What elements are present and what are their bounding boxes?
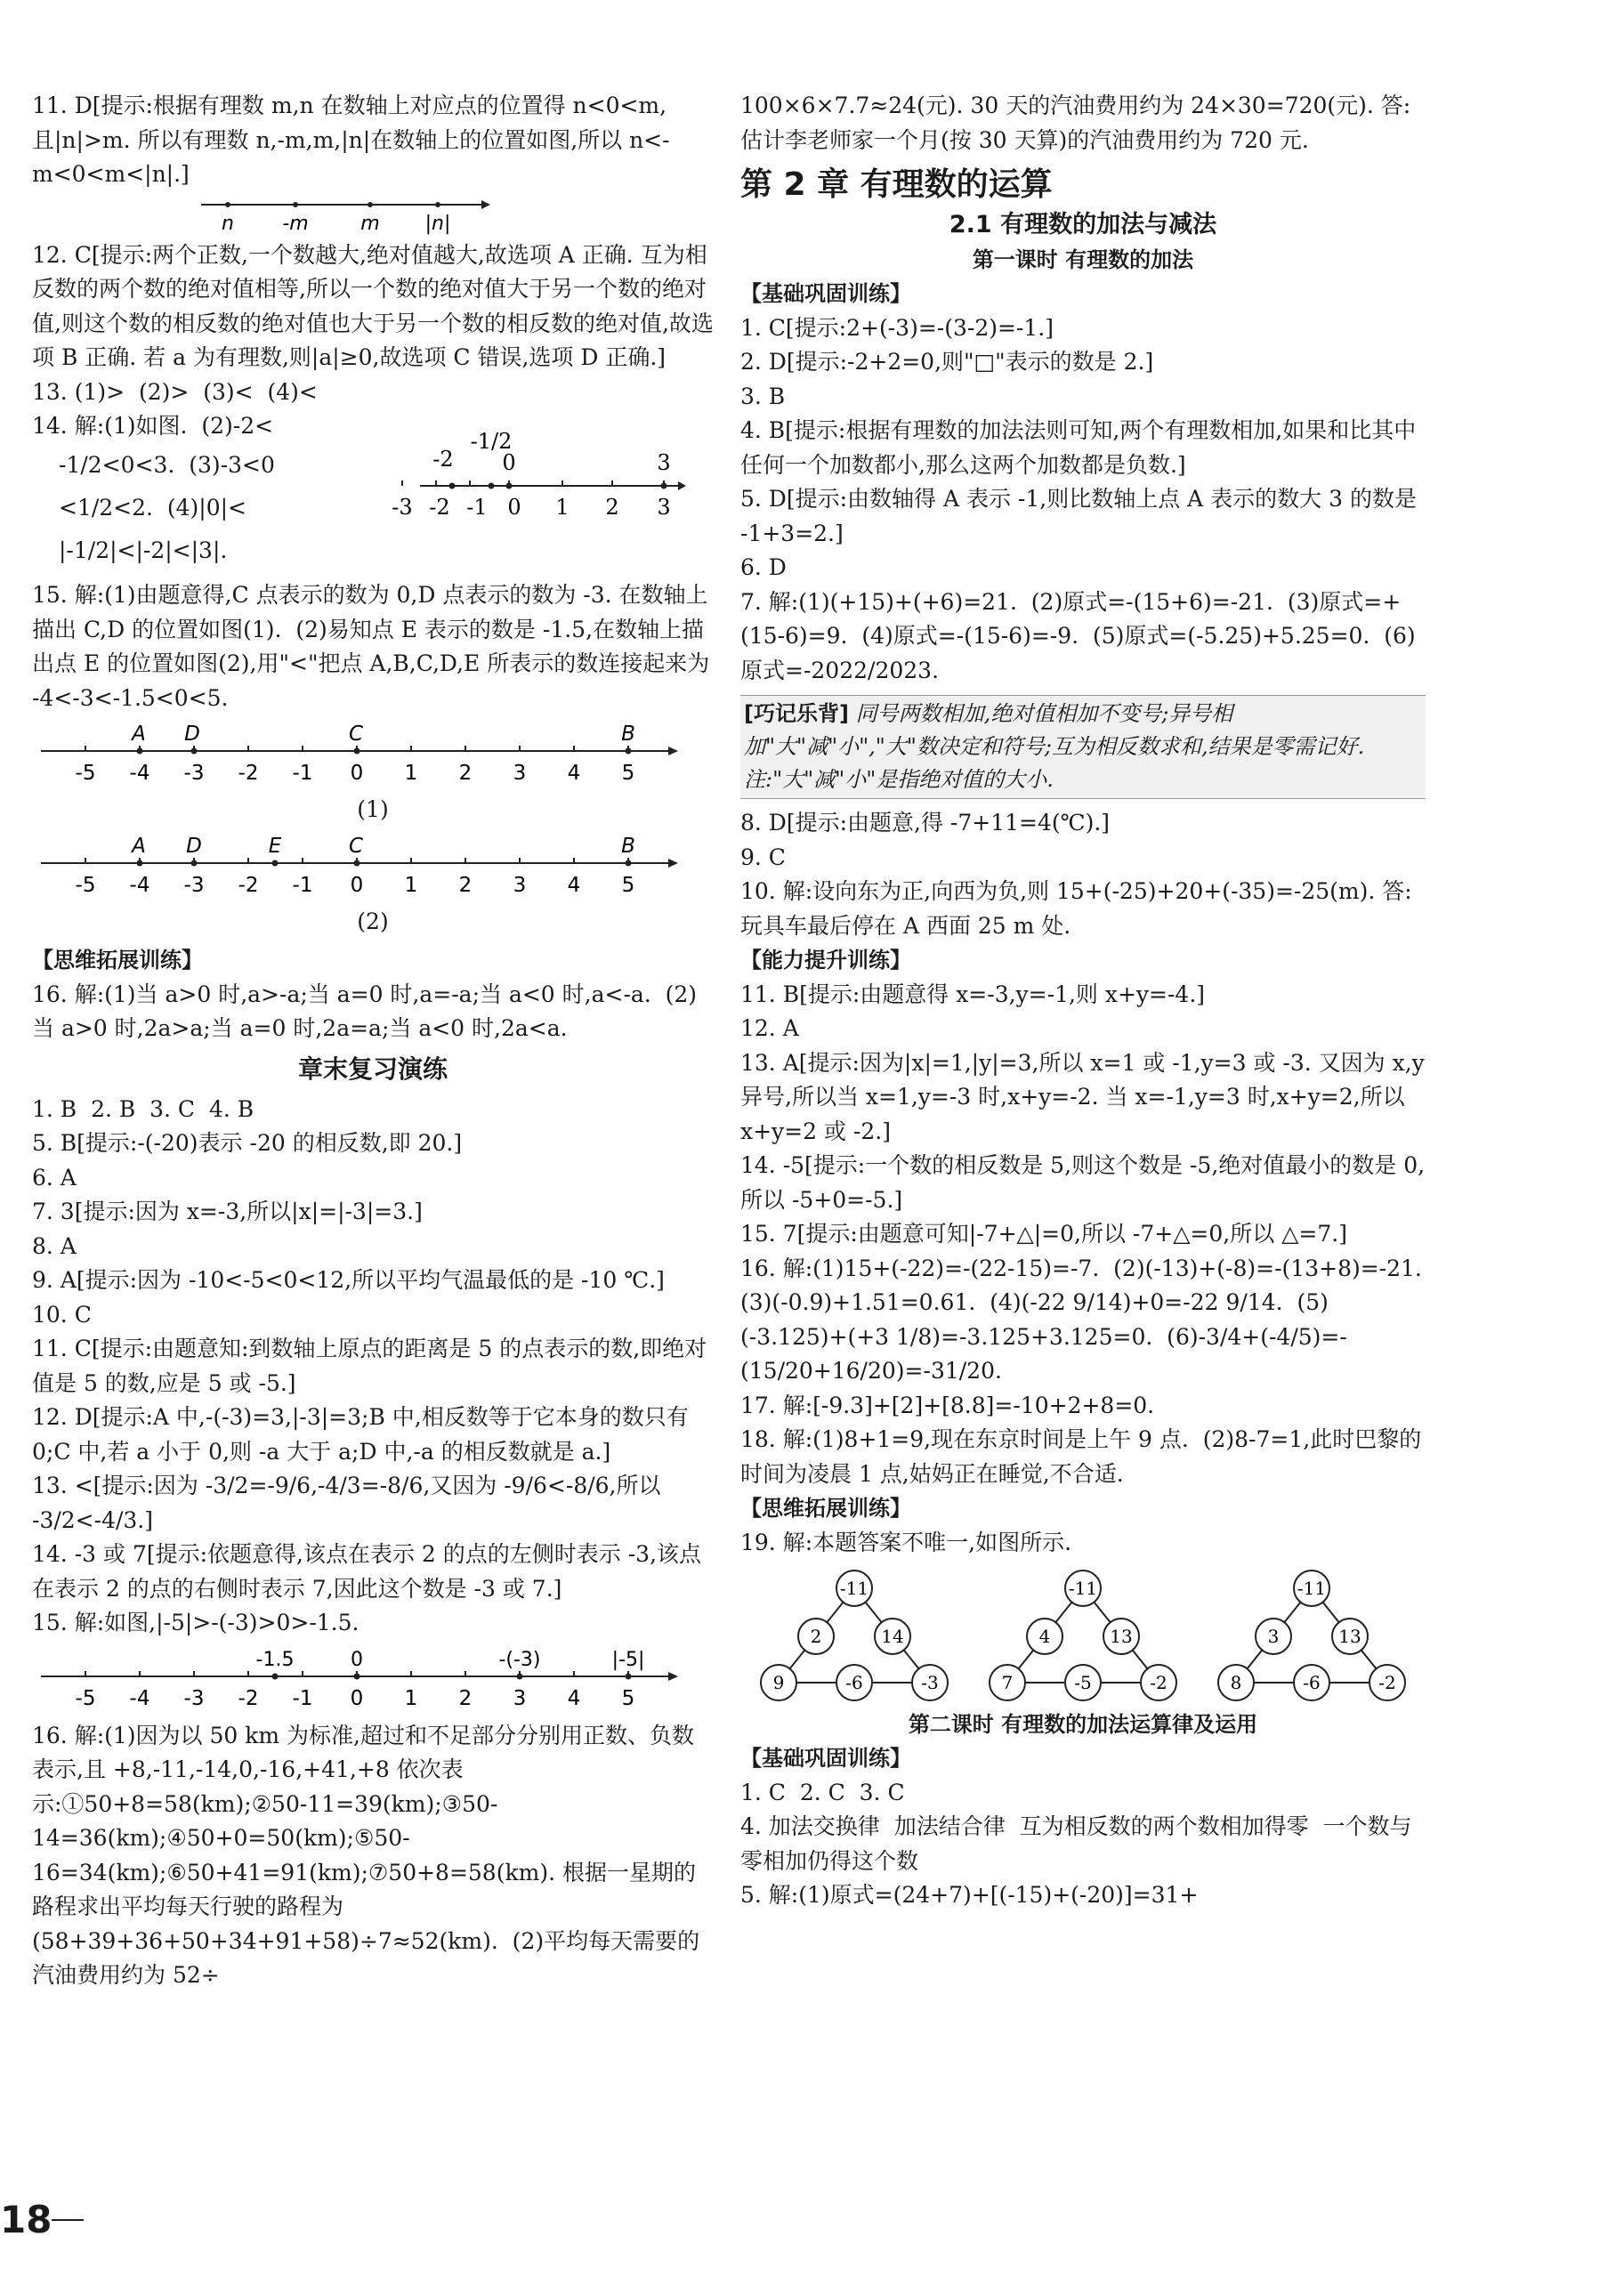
triangle-diagram	[1209, 1565, 1414, 1708]
fig1-point-label: A	[132, 723, 146, 746]
nl15-tick: 0	[350, 1686, 364, 1710]
right-answer-2: 2. D[提示:-2+2=0,则"□"表示的数是 2.]	[740, 349, 1154, 375]
triangle-node: 2	[810, 1626, 822, 1647]
nl14-tick: 3	[657, 495, 671, 520]
triangle-node: -3	[921, 1672, 940, 1693]
section-heading-siwei-right: 【思维拓展训练】	[740, 1496, 911, 1521]
right-answer-10: 10. 解:设向东为正,向西为负,则 15+(-25)+20+(-35)=-25(m). 答:玩具车最后停在 A 西面 25 m 处.	[740, 878, 1412, 939]
section-heading-jichu: 【基础巩固训练】	[740, 281, 911, 306]
continuation-text: 100×6×7.7≈24(元). 30 天的汽油费用约为 24×30=720(元). 答:估计李老师家一个月(按 30 天算)的汽油费用约为 720 元.	[740, 93, 1411, 153]
review-8: 8. A	[32, 1232, 77, 1259]
right-answer-3: 3. B	[740, 383, 786, 409]
right-answer-17: 17. 解:[-9.3]+[2]+[8.8]=-10+2+8=0.	[740, 1392, 1155, 1418]
fig2-point-label: D	[186, 835, 202, 858]
answer-14-line2: -1/2<0<3. (3)-3<0	[59, 451, 275, 478]
fig2-point-label: E	[268, 835, 282, 858]
lesson2-answer-1-3: 1. C 2. C 3. C	[740, 1779, 905, 1805]
right-answer-1: 1. C[提示:2+(-3)=-(3-2)=-1.]	[740, 314, 1054, 341]
nl15-tick: 3	[513, 1686, 527, 1710]
review-9: 9. A[提示:因为 -10<-5<0<12,所以平均气温最低的是 -10 ℃.]	[32, 1267, 665, 1293]
answer-14-line3: <1/2<2. (4)|0|<	[59, 494, 246, 521]
right-answer-4: 4. B[提示:根据有理数的加法法则可知,两个有理数相加,如果和比其中任何一个加数都小,那么这两个加数都是负数.]	[740, 417, 1417, 478]
review-1-4: 1. B 2. B 3. C 4. B	[32, 1095, 255, 1122]
fig1-tick: -1	[292, 762, 313, 785]
answer-15: 15. 解:(1)由题意得,C 点表示的数为 0,D 点表示的数为 -3. 在数轴上描出 C,D 的位置如图(1). (2)易知点 E 表示的数是 -1.5,在数轴上描出点 E 的位置如图(2),用"<"把点 A,B,C,D,E 所表示的数连接起来为 -4<-3<-1.5<0<5.	[32, 582, 717, 711]
review-6: 6. A	[32, 1164, 77, 1191]
fig2-tick: 5	[621, 874, 635, 897]
right-answer-8: 8. D[提示:由题意,得 -7+11=4(℃).]	[740, 810, 1111, 836]
triangle-node: 14	[881, 1626, 905, 1647]
nl15-top-label: 0	[351, 1648, 363, 1671]
fig1-point-label: B	[621, 723, 635, 746]
right-answer-12: 12. A	[740, 1015, 799, 1041]
right-answer-14: 14. -5[提示:一个数的相反数是 5,则这个数是 -5,绝对值最小的数是 0,所以 -5+0=-5.]	[740, 1152, 1426, 1213]
nl15-top-label: |-5|	[611, 1648, 645, 1671]
nl15-top-label: -1.5	[255, 1648, 295, 1671]
triangle-node: 7	[1001, 1672, 1014, 1693]
review-15: 15. 解:如图,|-5|>-(-3)>0>-1.5.	[32, 1610, 360, 1635]
fig1-point-label: C	[348, 723, 364, 746]
review-10: 10. C	[32, 1301, 92, 1328]
fig2-tick: 2	[458, 874, 473, 897]
figure-2-caption: (2)	[357, 908, 389, 934]
chapter-title: 第 2 章 有理数的运算	[740, 166, 1053, 203]
answer-14-line1: 14. 解:(1)如图. (2)-2<	[32, 413, 274, 439]
mnemonic-body: 同号两数相加,绝对值相加不变号;异号相加"大"减"小","大"数决定和符号;互为相反数求和,结果是零需记好. 注:"大"减"小"是指绝对值的大小.	[744, 701, 1371, 792]
page-number: 18	[0, 2198, 53, 2241]
fig1-tick: -2	[238, 762, 259, 785]
number-line-15	[32, 1644, 691, 1716]
right-answer-11: 11. B[提示:由题意得 x=-3,y=-1,则 x+y=-4.]	[740, 981, 1206, 1007]
review-16: 16. 解:(1)因为以 50 km 为标准,超过和不足部分分别用正数、负数表示,且 +8,-11,-14,0,-16,+41,+8 依次表示:①50+8=58(km);②50-11=39(km);③50-14=36(km);④50+0=50(km);⑤50-16=34(km);⑥50+41=91(km);⑦50+8=58(km). 根据一星期的路程求出平均每天行驶的路程为(58+39+36+50+34+91+58)÷7≈52(km). (2)平均每天需要的汽油费用约为 52÷	[32, 1722, 700, 1988]
page-number-dash	[52, 2219, 84, 2221]
answer-16: 16. 解:(1)当 a>0 时,a>-a;当 a=0 时,a=-a;当 a<0 时,a<-a. (2)当 a>0 时,2a>a;当 a=0 时,2a=a;当 a<0 时,2a<a.	[32, 981, 698, 1041]
triangle-node: -11	[840, 1578, 869, 1599]
answer-11: 11. D[提示:根据有理数 m,n 在数轴上对应点的位置得 n<0<m,且|n|>m. 所以有理数 n,-m,m,|n|在数轴上的位置如图,所以 n<-m<0<m<|n|.]	[32, 93, 670, 187]
nl14-tick: -2	[429, 495, 450, 520]
right-answer-5: 5. D[提示:由数轴得 A 表示 -1,则比数轴上点 A 表示的数大 3 的数是 -1+3=2.]	[740, 486, 1424, 546]
right-answer-6: 6. D	[740, 554, 787, 580]
nl15-tick: 1	[404, 1686, 418, 1710]
nl14-tick: -1	[466, 495, 488, 520]
number-line-14	[384, 413, 687, 546]
right-answer-15: 15. 7[提示:由题意可知|-7+△|=0,所以 -7+△=0,所以 △=7.]	[740, 1221, 1347, 1247]
nl11-label: n	[222, 212, 234, 235]
triangle-diagrams	[740, 1565, 1426, 1708]
section-heading-siwei: 【思维拓展训练】	[32, 948, 203, 973]
mnemonic-box	[740, 695, 1426, 799]
review-5: 5. B[提示:-(-20)表示 -20 的相反数,即 20.]	[32, 1130, 463, 1156]
nl11-label: m	[360, 212, 380, 235]
triangle-node: 3	[1267, 1626, 1280, 1647]
triangle-node: -11	[1297, 1578, 1326, 1599]
right-answer-7: 7. 解:(1)(+15)+(+6)=21. (2)原式=-(15+6)=-21. (3)原式=+(15-6)=9. (4)原式=-(15-6)=-9. (5)原式=(-5.25)+5.25=0. (6)原式=-2022/2023.	[740, 588, 1416, 683]
number-line-fig1	[32, 719, 691, 790]
triangle-node: -2	[1378, 1672, 1396, 1693]
nl15-tick: -2	[238, 1686, 259, 1710]
right-answer-9: 9. C	[740, 844, 786, 870]
triangle-node: -5	[1074, 1672, 1092, 1693]
fig1-tick: 4	[567, 762, 581, 785]
fig1-tick: 3	[513, 762, 527, 785]
nl15-tick: 2	[458, 1686, 473, 1710]
nl15-top-label: -(-3)	[498, 1648, 541, 1671]
triangle-node: -11	[1068, 1578, 1098, 1599]
answer-12: 12. C[提示:两个正数,一个数越大,绝对值越大,故选项 A 正确. 互为相反数的两个数的绝对值相等,所以一个数的绝对值大于另一个数的绝对值,则这个数的相反数的绝对值也大于另一个数的相反数的绝对值,故选项 B 正确. 若 a 为有理数,则|a|≥0,故选项 C 错误,选项 D 正确.]	[32, 241, 714, 370]
section-title: 2.1 有理数的加法与减法	[949, 211, 1217, 238]
triangle-node: 8	[1230, 1672, 1242, 1693]
triangle-node: -2	[1150, 1672, 1168, 1693]
triangle-diagram	[981, 1565, 1185, 1708]
fig1-tick: 2	[458, 762, 473, 785]
nl15-tick: -5	[75, 1686, 96, 1710]
left-column	[32, 89, 717, 1993]
triangle-node: 4	[1038, 1626, 1051, 1647]
fig2-tick: 0	[350, 874, 364, 897]
figure-1-caption: (1)	[357, 796, 389, 822]
lesson2-answer-4: 4. 加法交换律 加法结合律 互为相反数的两个数相加得零 一个数与零相加仍得这个数	[740, 1813, 1412, 1874]
fig2-point-label: A	[132, 835, 146, 858]
triangle-node: -6	[845, 1672, 864, 1693]
section-heading-nengli: 【能力提升训练】	[740, 948, 911, 973]
right-answer-19: 19. 解:本题答案不唯一,如图所示.	[740, 1529, 1072, 1555]
fig2-tick: -2	[238, 874, 259, 897]
right-answer-16: 16. 解:(1)15+(-22)=-(22-15)=-7. (2)(-13)+(-8)=-(13+8)=-21. (3)(-0.9)+1.51=0.61. (4)(-22 9/14)+0=-22 9/14. (5)(-3.125)+(+3 1/8)=-3.125+3.125=0. (6)-3/4+(-4/5)=-(15/20+16/20)=-31/20.	[740, 1255, 1436, 1384]
review-title: 章末复习演练	[297, 1054, 448, 1084]
review-12: 12. D[提示:A 中,-(-3)=3,|-3|=3;B 中,相反数等于它本身的数只有 0;C 中,若 a 小于 0,则 -a 大于 a;D 中,-a 的相反数就是 a.]	[32, 1404, 696, 1465]
fig1-tick: 0	[350, 762, 364, 785]
answer-14-block	[32, 409, 714, 578]
right-answer-18: 18. 解:(1)8+1=9,现在东京时间是上午 9 点. (2)8-7=1,此时巴黎的时间为凌晨 1 点,姑妈正在睡觉,不合适.	[740, 1426, 1422, 1487]
triangle-diagram	[752, 1565, 957, 1708]
triangle-node: 13	[1337, 1626, 1361, 1647]
fig2-tick: 1	[404, 874, 418, 897]
fig2-tick: -1	[292, 874, 313, 897]
nl15-tick: -4	[129, 1686, 150, 1710]
fig1-tick: 1	[404, 762, 418, 785]
nl14-tick: 1	[555, 495, 570, 520]
fig2-tick: -5	[75, 874, 96, 897]
fig2-tick: -4	[129, 874, 150, 897]
lesson-2-title: 第二课时 有理数的加法运算律及运用	[908, 1712, 1258, 1737]
nl11-label: |n|	[424, 212, 451, 235]
fig2-point-label: B	[621, 835, 635, 858]
mnemonic-text	[744, 698, 1422, 796]
review-11: 11. C[提示:由题意知:到数轴上原点的距离是 5 的点表示的数,即绝对值是 5 的数,应是 5 或 -5.]	[32, 1336, 707, 1396]
fig2-tick: 4	[567, 874, 581, 897]
fig1-point-label: D	[184, 723, 200, 746]
lesson2-answer-5: 5. 解:(1)原式=(24+7)+[(-15)+(-20)]=31+	[740, 1882, 1199, 1908]
fig2-tick: 3	[513, 874, 527, 897]
review-13: 13. <[提示:因为 -3/2=-9/6,-4/3=-8/6,又因为 -9/6<-8/6,所以 -3/2<-4/3.]	[32, 1473, 668, 1533]
fig2-tick: -3	[183, 874, 205, 897]
review-7: 7. 3[提示:因为 x=-3,所以|x|=|-3|=3.]	[32, 1199, 423, 1224]
answer-14-line4: |-1/2|<|-2|<|3|.	[59, 537, 228, 563]
nl14-tick: -3	[392, 495, 413, 520]
triangle-node: 13	[1110, 1626, 1133, 1647]
right-answer-13: 13. A[提示:因为|x|=1,|y|=3,所以 x=1 或 -1,y=3 或 -3. 又因为 x,y 异号,所以当 x=1,y=-3 时,x+y=-2. 当 x=-1,y=3 时,x+y=2,所以 x+y=2 或 -2.]	[740, 1049, 1432, 1144]
fig1-tick: -5	[75, 762, 96, 785]
lesson-1-title: 第一课时 有理数的加法	[972, 247, 1194, 272]
number-line-11	[32, 196, 495, 235]
fig1-tick: 5	[621, 762, 635, 785]
triangle-node: 9	[772, 1672, 785, 1693]
right-column	[740, 89, 1436, 1913]
number-line-fig2	[32, 831, 691, 902]
nl15-tick: 4	[567, 1686, 581, 1710]
nl15-tick: 5	[621, 1686, 635, 1710]
review-14: 14. -3 或 7[提示:依题意得,该点在表示 2 的点的左侧时表示 -3,该点在表示 2 的点的右侧时表示 7,因此这个数是 -3 或 7.]	[32, 1541, 702, 1602]
nl14-top-label: 0	[502, 450, 516, 475]
nl14-top-label: 3	[657, 450, 671, 475]
fig1-tick: -3	[183, 762, 205, 785]
nl14-top-label: -1/2	[470, 429, 513, 454]
nl15-tick: -1	[292, 1686, 313, 1710]
fig1-tick: -4	[129, 762, 150, 785]
fig2-point-label: C	[348, 835, 364, 858]
mnemonic-label: [巧记乐背]	[744, 701, 849, 726]
section-heading-jichu-2: 【基础巩固训练】	[740, 1746, 911, 1771]
nl14-top-label: -2	[432, 447, 454, 472]
answer-13: 13. (1)> (2)> (3)< (4)<	[32, 378, 318, 405]
nl14-tick: 2	[605, 495, 619, 520]
triangle-node: -6	[1302, 1672, 1321, 1693]
nl14-tick: 0	[507, 495, 521, 520]
nl11-label: -m	[282, 212, 309, 235]
nl15-tick: -3	[183, 1686, 205, 1710]
